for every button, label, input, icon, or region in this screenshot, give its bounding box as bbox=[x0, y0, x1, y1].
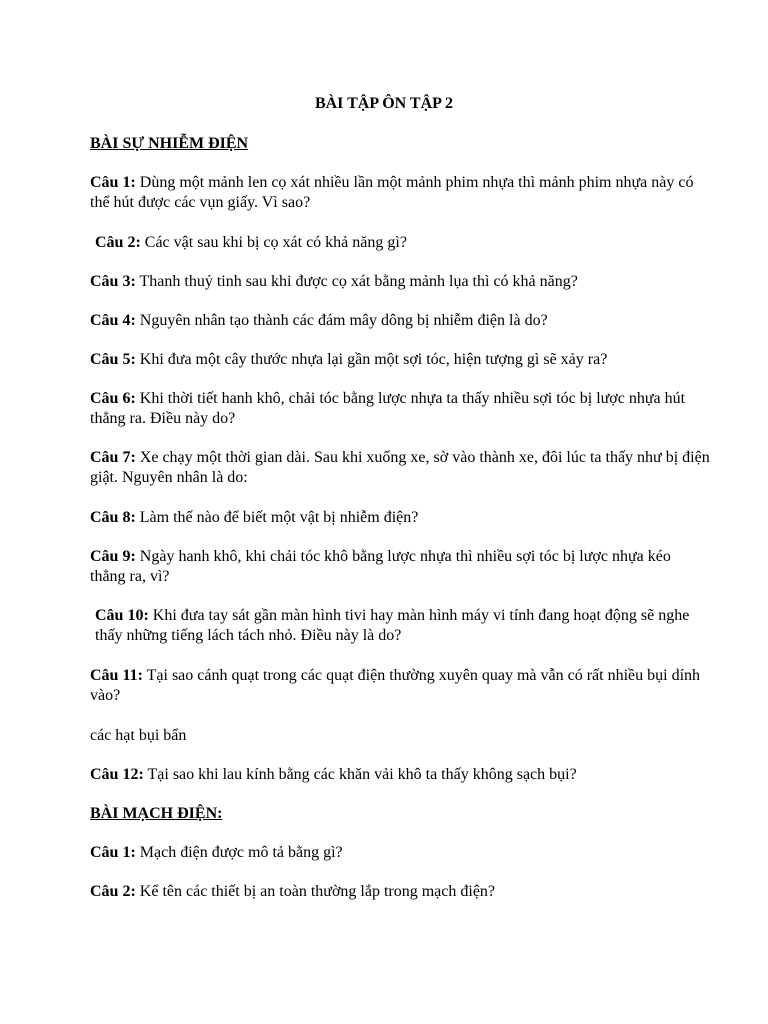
question-text: Tại sao khi lau kính bằng các khăn vải khô ta thấy không sạch bụi? bbox=[143, 766, 577, 783]
question-label: Câu 12: bbox=[90, 766, 144, 783]
question-text: Xe chạy một thời gian dài. Sau khi xuống xe, sờ vào thành xe, đôi lúc ta thấy như bị điện giật. Nguyên nhân là do: bbox=[90, 449, 710, 486]
question-label: Câu 1: bbox=[90, 174, 136, 191]
question-item bbox=[90, 765, 710, 785]
question-item bbox=[90, 272, 710, 292]
question-label: Câu 2: bbox=[95, 234, 141, 251]
question-label: Câu 4: bbox=[90, 312, 136, 329]
question-label: Câu 7: bbox=[90, 449, 136, 466]
question-item bbox=[90, 389, 710, 429]
question-text: Kể tên các thiết bị an toàn thường lắp trong mạch điện? bbox=[135, 883, 496, 900]
question-label: Câu 8: bbox=[90, 509, 136, 526]
question-text: Khi thời tiết hanh khô, chải tóc bằng lược nhựa ta thấy nhiều sợi tóc bị lược nhựa hút thẳng ra. Điều này do? bbox=[90, 390, 686, 427]
question-label: Câu 9: bbox=[90, 548, 136, 565]
question-label: Câu 1: bbox=[90, 844, 136, 861]
question-item bbox=[90, 547, 710, 587]
question-text: Khi đưa tay sát gần màn hình tivi hay màn hình máy vi tính đang hoạt động sẽ nghe thấy những tiếng lách tách nhỏ. Điều này là do? bbox=[95, 607, 690, 644]
question-label: Câu 3: bbox=[90, 273, 136, 290]
question-label: Câu 2: bbox=[90, 883, 136, 900]
question-item bbox=[90, 606, 715, 646]
question-label: Câu 6: bbox=[90, 390, 136, 407]
question-text: Thanh thuỷ tinh sau khi được cọ xát bằng mảnh lụa thì có khả năng? bbox=[135, 273, 578, 290]
document-title: BÀI TẬP ÔN TẬP 2 bbox=[314, 95, 454, 112]
question-item bbox=[90, 173, 710, 213]
question-text: Các vật sau khi bị cọ xát có khả năng gì? bbox=[140, 234, 407, 251]
question-text: Làm thế nào để biết một vật bị nhiễm điện? bbox=[135, 509, 419, 526]
question-text: Dùng một mảnh len cọ xát nhiều lần một mảnh phim nhựa thì mảnh phim nhựa này có thể hút được các vụn giấy. Vì sao? bbox=[90, 174, 694, 211]
question-item bbox=[90, 350, 710, 370]
question-text: Nguyên nhân tạo thành các đám mây dông bị nhiễm điện là do? bbox=[135, 312, 548, 329]
question-item bbox=[90, 448, 710, 488]
question-item bbox=[90, 843, 710, 863]
question-item bbox=[90, 233, 715, 253]
question-text: Ngày hanh khô, khi chải tóc khô bằng lược nhựa thì nhiều sợi tóc bị lược nhựa kéo thẳng ra, vì? bbox=[90, 548, 671, 585]
question-text: Tại sao cánh quạt trong các quạt điện thường xuyên quay mà vẫn có rất nhiều bụi dính vào? bbox=[90, 667, 701, 704]
question-text: Mạch điện được mô tả bằng gì? bbox=[135, 844, 343, 861]
question-item bbox=[90, 666, 710, 706]
question-label: Câu 10: bbox=[95, 607, 149, 624]
question-item bbox=[90, 882, 710, 902]
question-text: Khi đưa một cây thước nhựa lại gần một sợi tóc, hiện tượng gì sẽ xảy ra? bbox=[135, 351, 608, 368]
answer-note: các hạt bụi bẩn bbox=[90, 727, 187, 744]
section-heading-circuits: BÀI MẠCH ĐIỆN: bbox=[90, 805, 223, 822]
question-item bbox=[90, 508, 710, 528]
question-item bbox=[90, 311, 710, 331]
section-heading-static-electricity: BÀI SỰ NHIỄM ĐIỆN bbox=[90, 135, 249, 152]
question-label: Câu 5: bbox=[90, 351, 136, 368]
question-label: Câu 11: bbox=[90, 667, 143, 684]
